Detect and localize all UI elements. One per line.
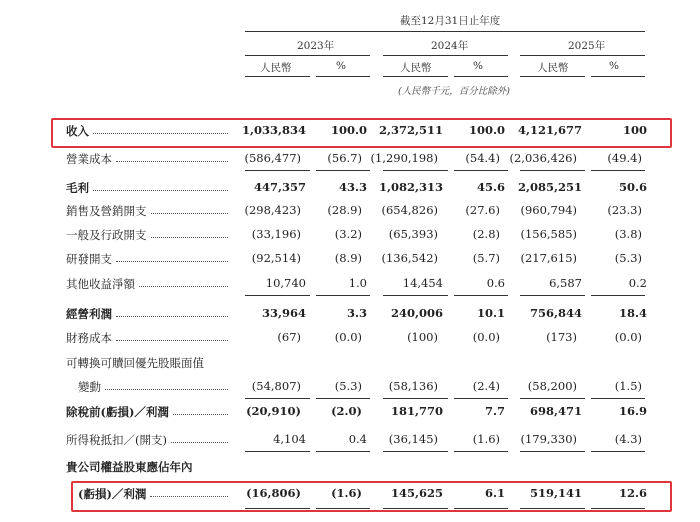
row-value: (298,423): [244, 203, 301, 217]
row-value: (217,615): [520, 251, 577, 265]
row-value: 4,104: [273, 432, 306, 446]
row-label: 經營利潤: [66, 307, 112, 321]
row-leader-dots: [139, 286, 228, 287]
row-value: (179,330): [520, 432, 577, 446]
col-rule-rmb-2025: [520, 76, 585, 77]
row-value: (2,036,426): [509, 151, 577, 165]
row-leader-dots: [116, 161, 228, 162]
row-value: (0.0): [614, 330, 642, 344]
subtotal-rule: [591, 451, 645, 452]
row-value: (54.4): [465, 151, 500, 165]
row-value: 1,033,834: [241, 123, 306, 137]
period-rule: [245, 31, 645, 32]
row-value: (92,514): [251, 251, 301, 265]
subtotal-rule: [454, 295, 508, 296]
row-value: 756,844: [529, 306, 582, 320]
col-rule-pct-2024: [454, 76, 508, 77]
row-value: 181,770: [390, 404, 443, 418]
subtotal-rule: [383, 170, 448, 171]
subtotal-rule: [454, 398, 508, 399]
subtotal-rule: [245, 170, 310, 171]
col-rule-rmb-2023: [245, 76, 310, 77]
row-value: 0.4: [348, 432, 367, 446]
row-value: (8.9): [334, 251, 362, 265]
row-leader-dots: [93, 190, 228, 191]
subtotal-rule: [520, 398, 585, 399]
row-label: 研發開支: [66, 252, 112, 266]
row-label: 一般及行政開支: [66, 228, 147, 242]
row-value: (0.0): [472, 330, 500, 344]
row-value: 100: [622, 123, 647, 137]
subtotal-rule: [591, 295, 645, 296]
subtotal-rule: [245, 451, 310, 452]
subtotal-rule: [245, 398, 310, 399]
row-value: (2.8): [472, 227, 500, 241]
highlight-revenue-row: [51, 118, 672, 148]
row-value: (23.3): [607, 203, 642, 217]
row-value: (67): [277, 330, 301, 344]
subtotal-rule: [520, 451, 585, 452]
subtotal-rule: [454, 451, 508, 452]
col-rmb-2023: 人民幣: [260, 62, 292, 74]
row-value: (3.8): [614, 227, 642, 241]
row-value: (36,145): [388, 432, 438, 446]
col-rule-pct-2025: [591, 76, 645, 77]
subtotal-rule: [316, 170, 370, 171]
row-leader-dots: [116, 340, 228, 341]
row-value: (16,806): [246, 486, 301, 500]
row-value: (28.9): [327, 203, 362, 217]
row-value: 2,085,251: [517, 180, 582, 194]
row-value: 145,625: [390, 486, 443, 500]
col-pct-2025: %: [609, 60, 619, 72]
row-label: 除稅前(虧損)／利潤: [66, 405, 169, 419]
row-value: (54,807): [251, 379, 301, 393]
row-label: 貴公司權益股東應佔年內: [66, 460, 193, 474]
row-value: 0.2: [628, 276, 647, 290]
row-value: (4.3): [614, 432, 642, 446]
row-value: 16.9: [618, 404, 647, 418]
subtotal-rule: [591, 398, 645, 399]
subtotal-rule: [591, 170, 645, 171]
row-value: (5.7): [472, 251, 500, 265]
subtotal-rule: [316, 398, 370, 399]
row-value: (2.0): [331, 404, 362, 418]
row-value: (3.2): [334, 227, 362, 241]
row-value: 10.1: [476, 306, 505, 320]
row-value: 1,082,313: [378, 180, 443, 194]
row-value: (960,794): [520, 203, 577, 217]
row-value: 240,006: [390, 306, 443, 320]
row-value: (1.6): [472, 432, 500, 446]
row-label: 所得稅抵扣／(開支): [66, 433, 167, 447]
col-pct-2023: %: [336, 60, 346, 72]
row-value: 3.3: [346, 306, 367, 320]
row-value: (100): [407, 330, 438, 344]
row-value: 698,471: [529, 404, 582, 418]
row-value: 14,454: [402, 276, 443, 290]
col-rule-pct-2023: [316, 76, 370, 77]
row-value: 6,587: [549, 276, 582, 290]
row-value: 2,372,511: [378, 123, 443, 137]
row-label: (虧損)／利潤: [78, 487, 147, 501]
row-value: 33,964: [261, 306, 306, 320]
row-value: 4,121,677: [517, 123, 582, 137]
row-label: 收入: [66, 124, 89, 138]
row-leader-dots: [105, 389, 228, 390]
row-value: 1.0: [348, 276, 367, 290]
col-rmb-2025: 人民幣: [537, 62, 569, 74]
row-value: (49.4): [607, 151, 642, 165]
row-value: 100.0: [330, 123, 367, 137]
row-value: 6.1: [484, 486, 505, 500]
row-value: 519,141: [529, 486, 582, 500]
subtotal-rule: [316, 295, 370, 296]
row-value: (156,585): [520, 227, 577, 241]
row-leader-dots: [151, 213, 229, 214]
row-value: (654,826): [381, 203, 438, 217]
subtotal-rule: [520, 295, 585, 296]
highlight-profit-row: [71, 481, 672, 512]
row-label: 可轉換可贖回優先股賬面值: [66, 356, 204, 370]
row-value: 7.7: [484, 404, 505, 418]
period-header: 截至12月31日止年度: [400, 15, 501, 27]
row-value: 447,357: [253, 180, 306, 194]
subtotal-rule: [316, 451, 370, 452]
subtotal-rule: [383, 295, 448, 296]
row-value: (65,393): [388, 227, 438, 241]
subtotal-rule: [383, 398, 448, 399]
year-2023: 2023年: [297, 40, 335, 52]
row-value: 45.6: [476, 180, 505, 194]
row-value: (173): [546, 330, 577, 344]
row-leader-dots: [151, 237, 229, 238]
row-value: (2.4): [472, 379, 500, 393]
col-rule-rmb-2024: [383, 76, 448, 77]
subtotal-rule: [520, 170, 585, 171]
row-value: 12.6: [618, 486, 647, 500]
row-value: 43.3: [338, 180, 367, 194]
subtotal-rule: [454, 170, 508, 171]
row-value: 0.6: [486, 276, 505, 290]
row-value: 100.0: [468, 123, 505, 137]
row-label: 變動: [78, 380, 101, 394]
row-leader-dots: [171, 442, 228, 443]
row-value: (5.3): [614, 251, 642, 265]
row-value: (56.7): [327, 151, 362, 165]
row-label: 銷售及營銷開支: [66, 204, 147, 218]
row-leader-dots: [173, 414, 228, 415]
row-label: 毛利: [66, 181, 89, 195]
unit-note: (人民幣千元，百分比除外): [398, 86, 510, 97]
row-value: 10,740: [265, 276, 306, 290]
year-rule-2024: [383, 55, 508, 56]
row-value: (1.5): [614, 379, 642, 393]
row-value: (5.3): [334, 379, 362, 393]
row-value: (20,910): [246, 404, 301, 418]
year-rule-2025: [520, 55, 645, 56]
row-value: (58,200): [527, 379, 577, 393]
row-label: 其他收益淨額: [66, 277, 135, 291]
subtotal-rule: [383, 451, 448, 452]
row-value: 18.4: [618, 306, 647, 320]
year-2024: 2024年: [431, 40, 469, 52]
row-value: 50.6: [618, 180, 647, 194]
row-label: 營業成本: [66, 152, 112, 166]
subtotal-rule: [245, 295, 310, 296]
row-value: (136,542): [381, 251, 438, 265]
row-leader-dots: [116, 316, 228, 317]
row-value: (58,136): [388, 379, 438, 393]
row-leader-dots: [116, 261, 228, 262]
row-value: (586,477): [244, 151, 301, 165]
row-value: (0.0): [334, 330, 362, 344]
row-value: (1.6): [331, 486, 362, 500]
year-rule-2023: [245, 55, 370, 56]
row-label: 財務成本: [66, 331, 112, 345]
year-2025: 2025年: [568, 40, 606, 52]
row-value: (33,196): [251, 227, 301, 241]
col-rmb-2024: 人民幣: [400, 62, 432, 74]
col-pct-2024: %: [473, 60, 483, 72]
row-value: (1,290,198): [370, 151, 438, 165]
row-value: (27.6): [465, 203, 500, 217]
